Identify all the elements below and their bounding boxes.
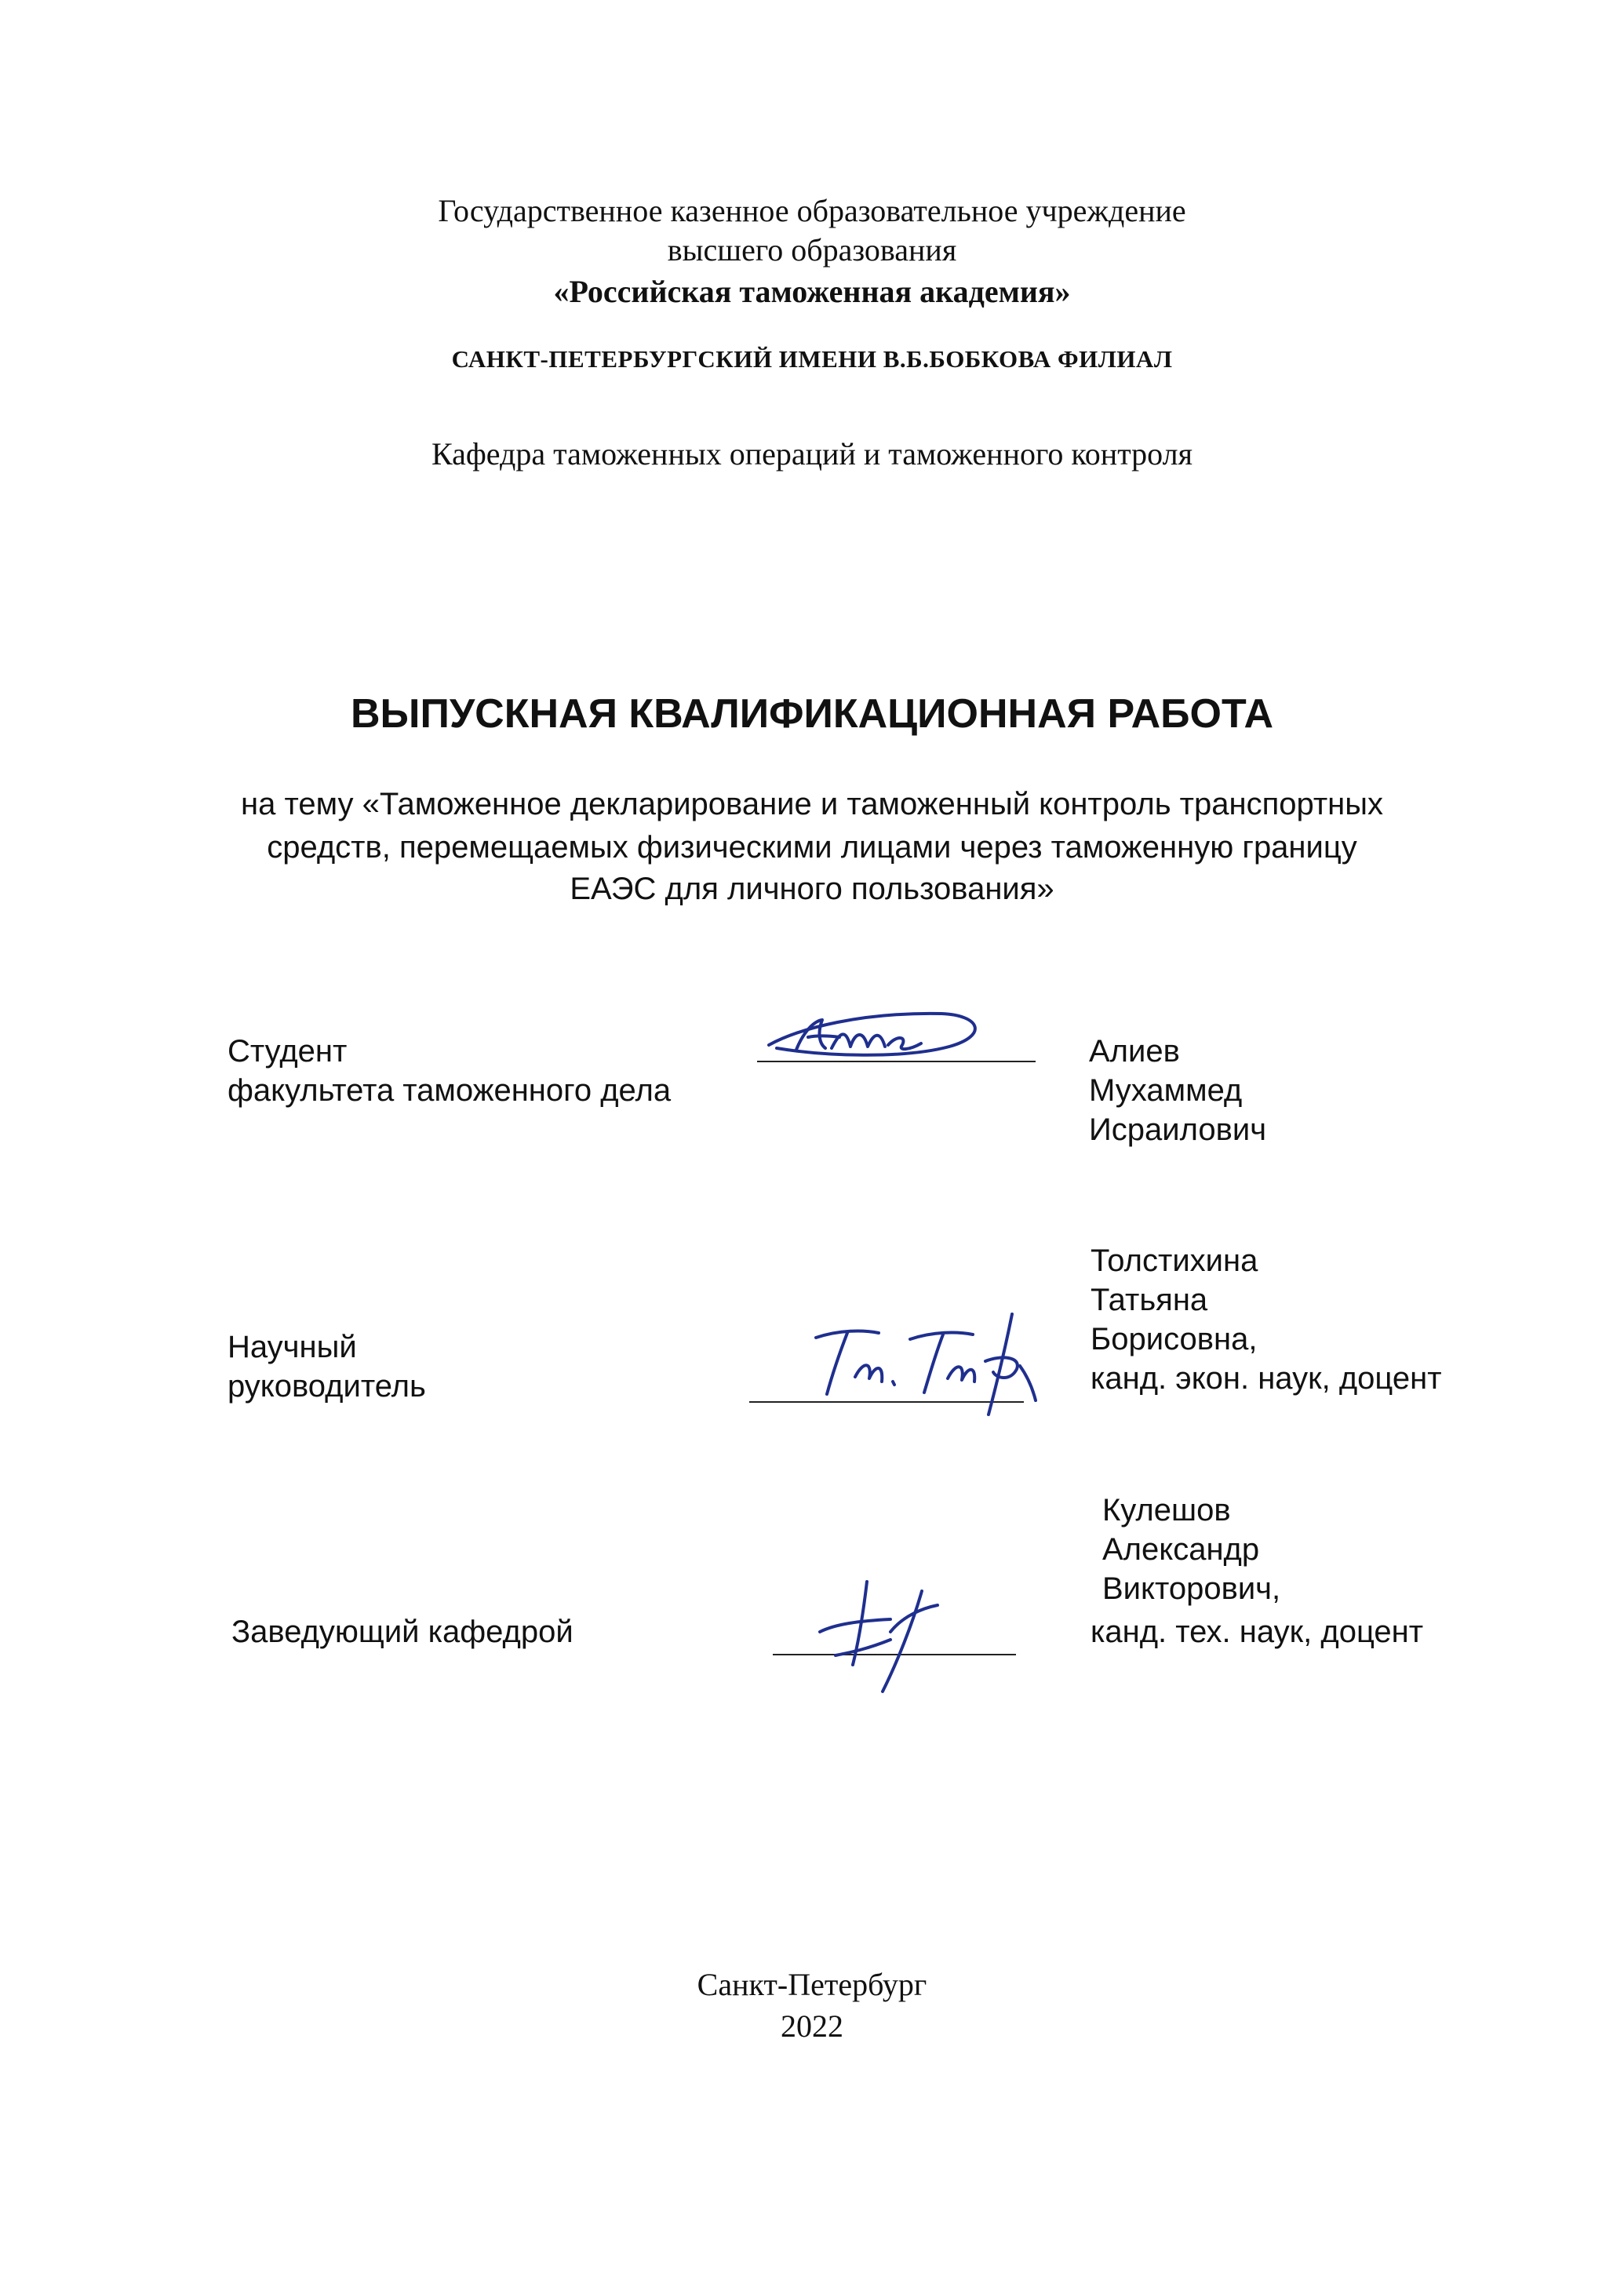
- topic-line-1: на тему «Таможенное декларирование и таможенный контроль транспортных: [241, 787, 1383, 821]
- branch-name: САНКТ-ПЕТЕРБУРГСКИЙ ИМЕНИ В.Б.БОБКОВА ФИЛИАЛ: [451, 345, 1173, 373]
- student-signature: [753, 1004, 989, 1067]
- year: 2022: [781, 2008, 843, 2044]
- student-role: Студент факультета таможенного дела: [228, 1034, 672, 1108]
- institution-line-1: Государственное казенное образовательное учреждение: [438, 193, 1186, 228]
- topic-line-2: средств, перемещаемых физическими лицами через таможенную границу: [267, 830, 1357, 865]
- supervisor-role: Научный руководитель: [228, 1330, 426, 1404]
- student-name: Алиев Мухаммед Исраилович: [1089, 1034, 1267, 1147]
- city: Санкт-Петербург: [697, 1967, 927, 2002]
- head-signature: [804, 1577, 961, 1695]
- department-name: Кафедра таможенных операций и таможенного контроля: [431, 436, 1193, 472]
- head-credentials: канд. тех. наук, доцент: [1091, 1615, 1424, 1649]
- head-name: Кулешов Александр Викторович,: [1102, 1493, 1281, 1606]
- work-title: ВЫПУСКНАЯ КВАЛИФИКАЦИОННАЯ РАБОТА: [350, 691, 1274, 737]
- supervisor-name: Толстихина Татьяна Борисовна, канд. экон. наук, доцент: [1091, 1243, 1442, 1396]
- academy-name: «Российская таможенная академия»: [553, 274, 1071, 309]
- institution-line-2: высшего образования: [667, 232, 957, 268]
- supervisor-signature: [800, 1306, 1051, 1416]
- head-role: Заведующий кафедрой: [231, 1615, 573, 1649]
- topic-line-3: ЕАЭС для личного пользования»: [570, 872, 1054, 906]
